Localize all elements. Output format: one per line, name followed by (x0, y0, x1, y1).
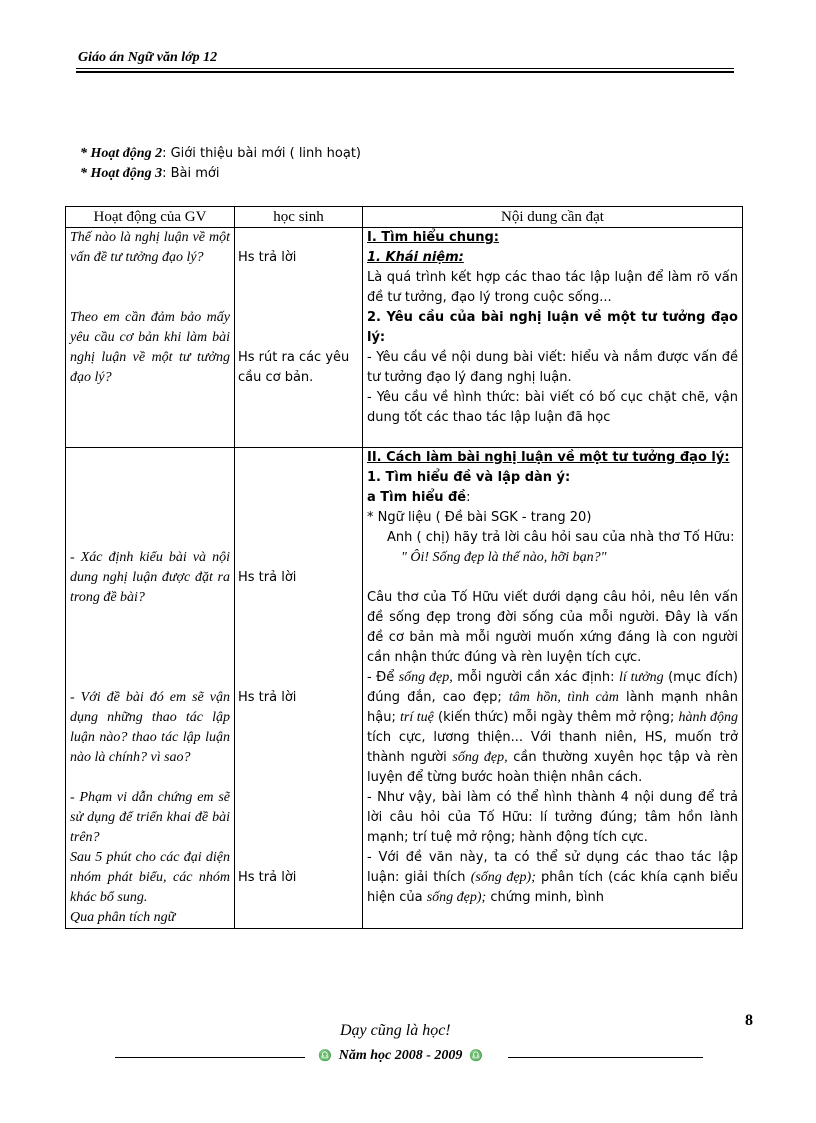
content-cell: II. Cách làm bài nghị luận về một tư tưởng đạo lý: 1. Tìm hiểu đề và lập dàn ý: a Tìm hiểu đề: * Ngữ liệu ( Đề bài SGK - trang 20) Anh ( chị) hãy trả lời câu hỏi sau của nhà thơ Tố Hữu: " Ôi! Sống đẹp là thế nào, hỡi bạn?" Câu thơ của Tố Hữu viết dưới dạng câu hỏi, nêu lên vấn đề sống đẹp trong đời sống của mỗi người. Đây là vấn đề cơ bản mà mỗi người muốn xứng đáng là con người cần nhận thức đúng và rèn luyện tích cực. - Để sống đẹp, mỗi người cần xác định: lí tưởng (mục đích) đúng đắn, cao đẹp; tâm hồn, tình cảm lành mạnh nhân hậu; trí tuệ (kiến thức) mỗi ngày thêm mở rộng; hành động tích cực, lương thiện... Với thanh niên, HS, muốn trở thành người sống đẹp, cần thường xuyên học tập và rèn luyện để từng bước hoàn thiện nhân cách. - Như vậy, bài làm có thể hình thành 4 nội dung để trả lời câu hỏi của Tố Hữu: lí tưởng đúng; tâm hồn lành mạnh; trí tuệ mở rộng; hành động tích cực. - Với đề văn này, ta có thể sử dụng các thao tác lập luận: giải thích (sống đẹp); phân tích (các khía cạnh biểu hiện của sống đẹp); chứng minh, bình (363, 448, 743, 929)
content-text: - Như vậy, bài làm có thể hình thành 4 nội dung để trả lời câu hỏi của Tố Hữu: lí tưởng đúng; tâm hồn lành mạnh; trí tuệ mở rộng; hành động tích cực. (367, 790, 738, 845)
gv-question: Thế nào là nghị luận về một vấn đề tư tưởng đạo lý? (70, 230, 230, 265)
content-text: Câu thơ của Tố Hữu viết dưới dạng câu hỏi, nêu lên vấn đề sống đẹp trong đời sống của mỗi người. Đây là vấn đề cơ bản mà mỗi người muốn xứng đáng là con người cần nhận thức đúng và rèn luyện tích cực. (367, 590, 738, 665)
hs-answer: Hs rút ra các yêu cầu cơ bản. (238, 350, 350, 385)
footer-year: ♎ Năm học 2008 - 2009 ♎ (318, 1048, 484, 1063)
content-text: - Yêu cầu về nội dung bài viết: hiểu và nắm được vấn đề tư tưởng đạo lý đang nghị luận. (367, 350, 738, 385)
hs-cell (235, 448, 363, 929)
subsection-title: 1. Tìm hiểu đề và lập dàn ý: (367, 470, 571, 485)
table-row (66, 448, 743, 929)
content-text: - Với đề văn này, ta có thể sử dụng các thao tác lập luận: giải thích (sống đẹp); phân tích (các khía cạnh biểu hiện của sống đẹp); chứng minh, bình (367, 850, 738, 905)
hs-answer: Hs trả lời (238, 690, 297, 705)
col-header-gv: Hoạt động của GV (66, 207, 235, 228)
subsection-title: 2. Yêu cầu của bài nghị luận về một tư tưởng đạo lý: (367, 310, 738, 345)
table-row (66, 228, 743, 448)
gv-question: - Phạm vi dẫn chứng em sẽ sử dụng để triển khai đề bài trên? (70, 790, 230, 845)
footer-line-left (115, 1057, 305, 1058)
hs-cell (235, 228, 363, 448)
hs-answer: Hs trả lời (238, 570, 297, 585)
subsection-title: 1. Khái niệm: (367, 250, 464, 265)
content-text: - Để sống đẹp, mỗi người cần xác định: lí tưởng (mục đích) đúng đắn, cao đẹp; tâm hồn, tình cảm lành mạnh nhân hậu; trí tuệ (kiến thức) mỗi ngày thêm mở rộng; hành động tích cực, lương thiện... Với thanh niên, HS, muốn trở thành người sống đẹp, cần thường xuyên học tập và rèn luyện để từng bước hoàn thiện nhân cách. (367, 670, 739, 785)
activity-2 (80, 146, 361, 162)
gv-cell (66, 228, 235, 448)
content-text: Anh ( chị) hãy trả lời câu hỏi sau của nhà thơ Tố Hữu: (387, 530, 735, 545)
header-divider (76, 68, 734, 69)
header-title: Giáo án Ngữ văn lớp 12 (78, 50, 218, 65)
gv-question: - Xác định kiểu bài và nội dung nghị luận được đặt ra trong đề bài? (70, 550, 230, 605)
col-header-hs: học sinh (235, 207, 363, 228)
activity-3 (80, 166, 219, 182)
poem-quote: " Ôi! Sống đẹp là thế nào, hỡi bạn?" (401, 550, 607, 565)
subsection-title: a Tìm hiểu đề (367, 490, 467, 505)
footer-motto: Dạy cũng là học! (340, 1022, 451, 1039)
content-text: - Yêu cầu về hình thức: bài viết có bố cục chặt chẽ, vận dung tốt các thao tác lập luận đã học (367, 390, 738, 425)
activity-label: * Hoạt động 2 (80, 146, 163, 161)
gv-question: Theo em cần đảm bảo mấy yêu cầu cơ bản khi làm bài nghị luận về một tư tưởng đạo lý? (70, 310, 230, 385)
footer-line-right (508, 1057, 703, 1058)
gv-cell (66, 448, 235, 929)
section-title: II. Cách làm bài nghị luận về một tư tưởng đạo lý: (367, 450, 730, 465)
page-number: 8 (745, 1012, 753, 1029)
gv-question: Sau 5 phút cho các đại diện nhóm phát biểu, các nhóm khác bổ sung. (70, 850, 230, 905)
gv-question: - Với đề bài đó em sẽ vận dụng những thao tác lập luận nào? thao tác lập luận nào là chính? vì sao? (70, 690, 230, 765)
ornament-icon: ♎ (318, 1050, 332, 1062)
activity-label: * Hoạt động 3 (80, 166, 163, 181)
hs-answer: Hs trả lời (238, 870, 297, 885)
hs-answer: Hs trả lời (238, 250, 297, 265)
lesson-table (65, 206, 743, 929)
table-header-row (66, 207, 743, 228)
activity-text: : Bài mới (162, 166, 220, 181)
content-cell (363, 228, 743, 448)
content-text: Là quá trình kết hợp các thao tác lập luận để làm rõ vấn đề tư tưởng, đạo lý trong cuộc sống... (367, 270, 738, 305)
gv-question: Qua phân tích ngữ (70, 910, 176, 925)
header-divider-thick (76, 71, 734, 73)
activity-text: : Giới thiệu bài mới ( linh hoạt) (162, 146, 361, 161)
content-text: * Ngữ liệu ( Đề bài SGK - trang 20) (367, 510, 592, 525)
col-header-content: Nội dung cần đạt (363, 207, 743, 228)
section-title: I. Tìm hiểu chung: (367, 230, 499, 245)
ornament-icon: ♎ (469, 1050, 484, 1062)
